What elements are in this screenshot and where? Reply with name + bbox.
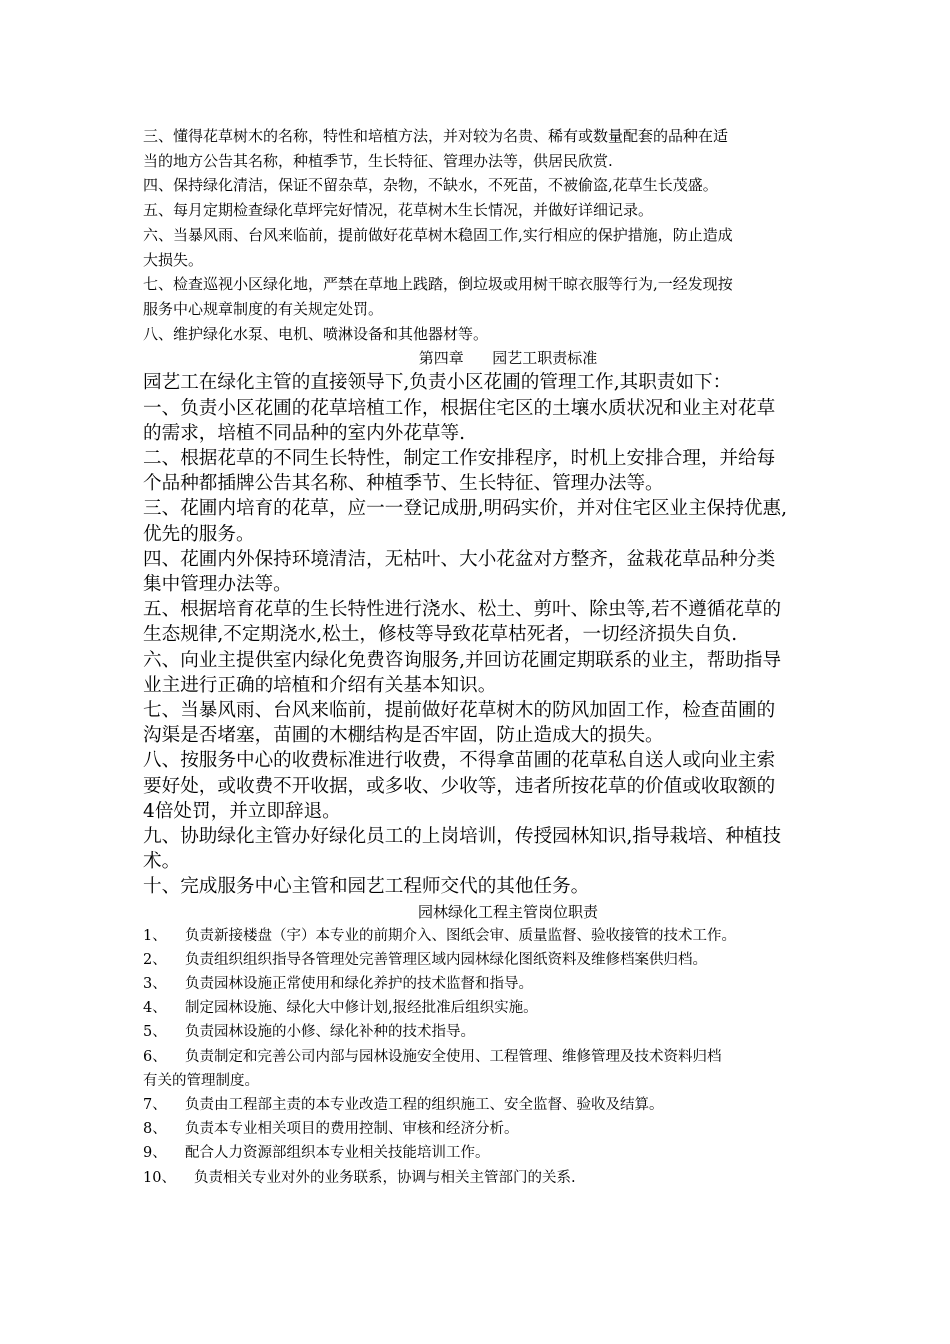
list-item [143,948,833,972]
item-number: 10、 [143,1169,176,1186]
item-text: 负责由工程部主责的本专业改造工程的组织施工、安全监督、验收及结算。 [185,1097,664,1114]
item-number: 9、 [143,1145,167,1162]
text-line: 当的地方公告其名称，种植季节，生长特征、管理办法等，供居民欣赏. [143,151,613,170]
item-number: 5、 [143,1024,167,1041]
item-text: 负责相关专业对外的业务联系，协调与相关主管部门的关系. [194,1169,576,1186]
text-line: 二、根据花草的不同生长特性，制定工作安排程序，时机上安排合理，并给每 [143,447,776,469]
text-line: 七、检查巡视小区绿化地，严禁在草地上践踏，倒垃圾或用树干晾衣服等行为,一经发现按 [143,275,733,294]
list-item [143,1020,833,1044]
text-line: 个品种都插牌公告其名称、种植季节、生长特征、管理办法等。 [143,473,664,495]
text-line: 生态规律,不定期浇水,松土，修枝等导致花草枯死者，一切经济损失自负. [143,624,738,646]
text-line: 园艺工在绿化主管的直接领导下,负责小区花圃的管理工作,其职责如下： [143,372,732,394]
text-line: 优先的服务。 [143,523,255,545]
list-item [143,1141,833,1165]
item-number: 1、 [143,927,167,944]
text-line: 八、维护绿化水泵、电机、喷淋设备和其他器材等。 [143,324,489,343]
text-line: 五、根据培育花草的生长特性进行浇水、松土、剪叶、除虫等,若不遵循花草的 [143,599,782,621]
item-text: 负责园林设施的小修、绿化补种的技术指导。 [185,1024,475,1041]
item-number: 8、 [143,1121,167,1138]
text-line: 术。 [143,851,181,873]
item-number: 2、 [143,951,167,968]
text-line: 三、花圃内培育的花草，应一一登记成册,明码实价，并对住宅区业主保持优惠, [143,498,788,520]
item-text: 负责制定和完善公司内部与园林设施安全使用、工程管理、维修管理及技术资料归档 [185,1048,722,1065]
list-item [143,996,833,1020]
list-item [143,1093,833,1117]
document-content [143,124,833,1190]
text-line: 服务中心规章制度的有关规定处罚。 [143,299,384,318]
text-line: 十、完成服务中心主管和园艺工程师交代的其他任务。 [143,876,590,898]
text-line: 业主进行正确的培植和介绍有关基本知识。 [143,674,497,696]
text-line: 4倍处罚，并立即辞退。 [143,800,341,822]
list-item [143,1045,833,1069]
text-line: 大损失。 [143,250,204,269]
text-line: 六、向业主提供室内绿化免费咨询服务,并回访花圃定期联系的业主，帮助指导 [143,649,782,671]
text-line: 五、每月定期检查绿化草坪完好情况，花草树木生长情况，并做好详细记录。 [143,201,654,220]
text-line: 要好处，或收费不开收据，或多收、少收等，违者所按花草的价值或收取额的 [143,775,776,797]
item-number: 4、 [143,1000,167,1017]
chapter-title: 第四章 园艺工职责标准 [418,349,598,368]
text-line: 六、当暴风雨、台风来临前，提前做好花草树木稳固工作,实行相应的保护措施，防止造成 [143,225,733,244]
list-item-continuation: 有关的管理制度。 [143,1072,259,1089]
text-line: 三、懂得花草树木的名称，特性和培植方法，并对较为名贵、稀有或数量配套的品种在适 [143,127,729,145]
text-line: 四、保持绿化清洁，保证不留杂草，杂物，不缺水，不死苗，不被偷盗,花草生长茂盛。 [143,176,718,195]
text-line: 沟渠是否堵塞，苗圃的木棚结构是否牢固，防止造成大的损失。 [143,725,664,747]
item-text: 制定园林设施、绿化大中修计划,报经批准后组织实施。 [185,1000,538,1017]
text-line: 一、负责小区花圃的花草培植工作，根据住宅区的土壤水质状况和业主对花草 [143,397,776,419]
item-text: 负责新接楼盘（宇）本专业的前期介入、图纸会审、质量监督、验收接管的技术工作。 [185,927,736,944]
list-item [143,972,833,996]
section-title: 园林绿化工程主管岗位职责 [417,902,598,921]
list-item [143,1117,833,1141]
text-line: 的需求，培植不同品种的室内外花草等. [143,422,466,444]
item-number: 6、 [143,1048,167,1065]
text-line: 九、协助绿化主管办好绿化员工的上岗培训，传授园林知识,指导栽培、种植技 [143,825,782,847]
greening-duties-section [143,124,833,346]
item-number: 7、 [143,1097,167,1114]
list-item [143,924,833,948]
item-text: 负责本专业相关项目的费用控制、审核和经济分析。 [185,1121,519,1138]
item-text: 负责组织组织指导各管理处完善管理区域内园林绿化图纸资料及维修档案供归档。 [185,951,707,968]
text-line: 七、当暴风雨、台风来临前，提前做好花草树木的防风加固工作，检查苗圃的 [143,699,776,721]
text-line: 四、花圃内外保持环境清洁，无枯叶、大小花盆对方整齐，盆栽花草品种分类 [143,548,776,570]
list-item [143,1166,833,1190]
text-line: 八、按服务中心的收费标准进行收费，不得拿苗圃的花草私自送人或向业主索 [143,750,776,772]
landscape-manager-duties-list [143,924,833,1190]
item-text: 负责园林设施正常使用和绿化养护的技术监督和指导。 [185,976,533,992]
gardener-duties-section [143,370,833,899]
text-line: 集中管理办法等。 [143,573,292,595]
item-text: 配合人力资源部组织本专业相关技能培训工作。 [185,1145,490,1162]
item-number: 3、 [143,976,167,992]
